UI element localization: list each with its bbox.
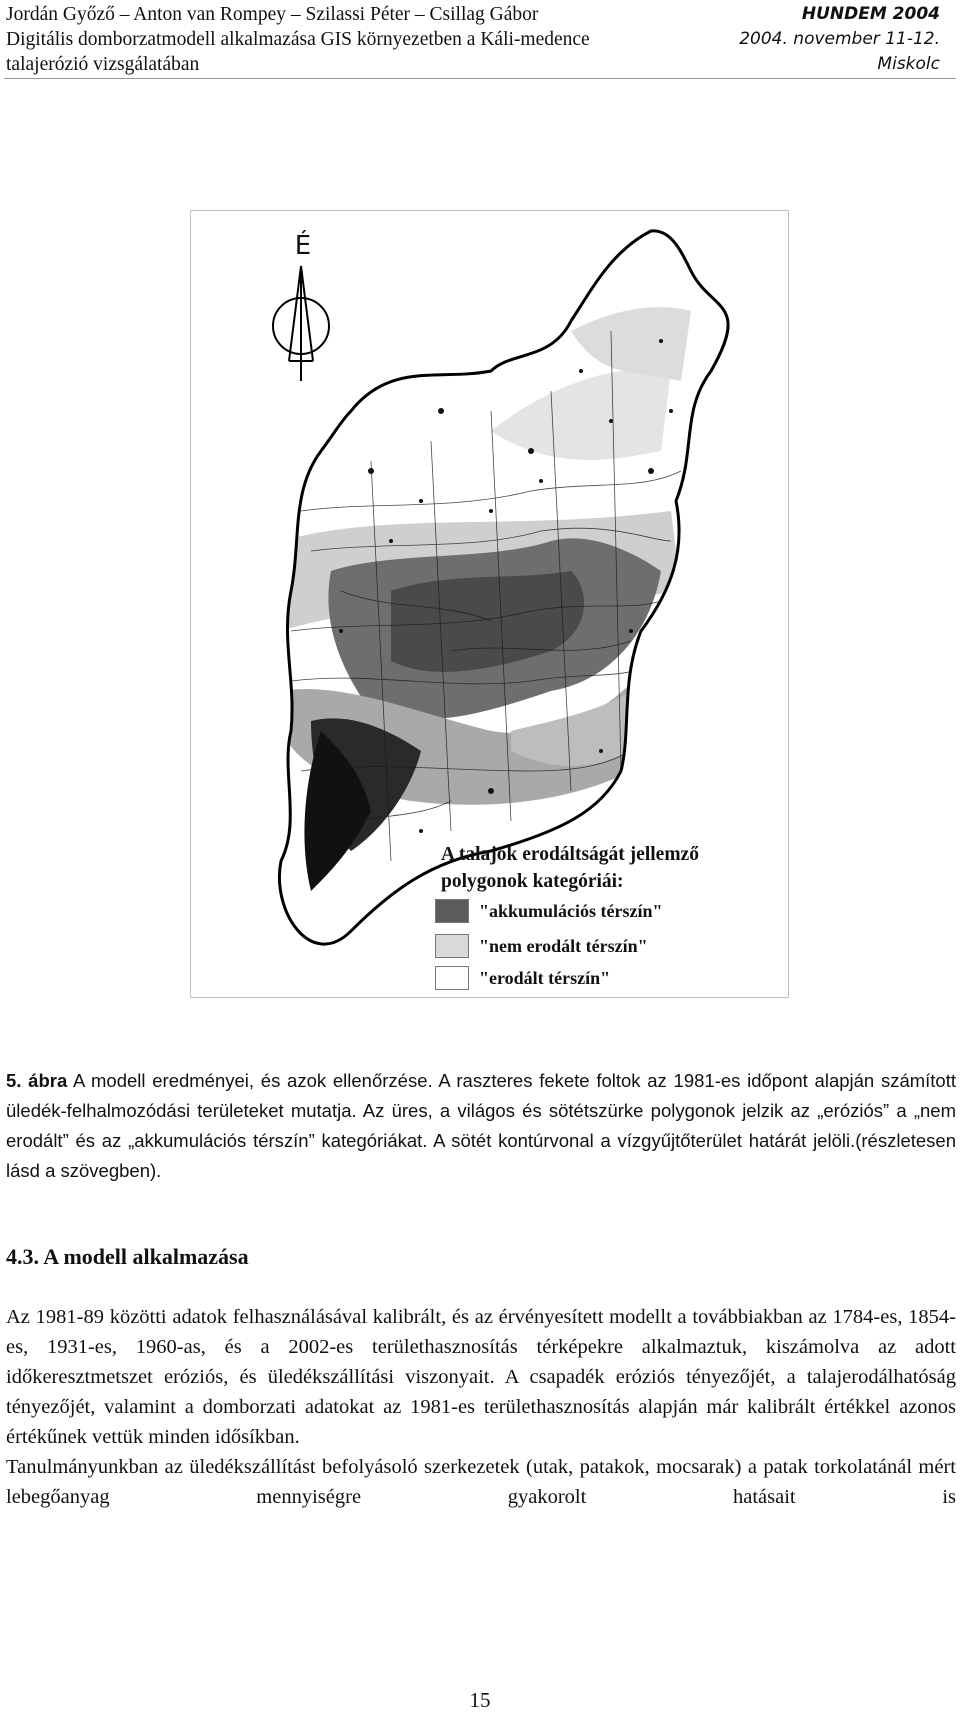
north-arrow-icon: [273, 266, 329, 381]
legend-title-line2: polygonok kategóriái:: [441, 871, 624, 892]
header-city: Miskolc: [877, 54, 940, 74]
paragraph: Az 1981-89 közötti adatok felhasználásával kalibrált, és az érvényesített modellt a továbbiakban az 1784-es, 1854-es, 1931-es, 1960-as, és a 2002-es területhasznosítás térképekre alkalmaztuk, kiszámolva az adott időkeresztmetszet eróziós, és üledékszállítási viszonyait. A csapadék eróziós tényezőjét, a talajerodálhatóság tényezőjét, valamint a domborzati adatokat az 1981-es területhasznosítás alapján már kalibrált értékkel azonos értékűnek vettük minden idősíkban.: [6, 1306, 956, 1448]
running-header-right: [739, 2, 940, 77]
section-body: [6, 1302, 956, 1512]
caption-label: 5. ábra: [6, 1070, 68, 1091]
header-divider: [4, 78, 956, 79]
legend-label-accumulation: "akkumulációs térszín": [479, 900, 663, 921]
legend-item-non-eroded: [435, 933, 648, 959]
legend-title-line1: A talajok erodáltságát jellemző: [441, 844, 699, 865]
header-date: 2004. november 11-12.: [739, 29, 940, 49]
legend-swatch-accumulation: [435, 899, 469, 923]
running-header-left: [6, 2, 590, 77]
header-conference: HUNDEM 2004: [801, 4, 940, 24]
legend-label-eroded: "erodált térszín": [479, 967, 611, 988]
header-title-line2: talajerózió vizsgálatában: [6, 54, 200, 75]
section-heading: 4.3. A modell alkalmazása: [6, 1244, 249, 1269]
legend-label-non-eroded: "nem erodált térszín": [479, 935, 648, 956]
legend-swatch-non-eroded: [435, 934, 469, 958]
page-number: 15: [469, 1688, 491, 1712]
figure-caption: [6, 1066, 956, 1186]
legend-title: [441, 841, 761, 895]
header-authors: Jordán Győző – Anton van Rompey – Szilassi Péter – Csillag Gábor: [6, 4, 539, 25]
north-label: É: [294, 231, 312, 261]
figure-map: [190, 210, 789, 998]
paragraph: Tanulmányunkban az üledékszállítást befolyásoló szerkezetek (utak, patakok, mocsarak) a patak torkolatánál mért lebegőanyag mennyiségre gyakorolt hatásait is: [6, 1456, 956, 1508]
legend-item-accumulation: [435, 898, 663, 924]
legend-item-eroded: [435, 965, 610, 991]
legend-swatch-eroded: [435, 966, 469, 990]
caption-text: A modell eredményei, és azok ellenőrzése. A raszteres fekete foltok az 1981-es időpont alapján számított üledék-felhalmozódási területeket mutatja. Az üres, a világos és sötétszürke polygonok jelzik az „eróziós” a „nem erodált” és az „akkumulációs térszín” kategóriákat. A sötét kontúrvonal a vízgyűjtőterület határát jelöli.(részletesen lásd a szövegben).: [6, 1070, 956, 1181]
header-title-line1: Digitális domborzatmodell alkalmazása GIS környezetben a Káli-medence: [6, 29, 590, 50]
